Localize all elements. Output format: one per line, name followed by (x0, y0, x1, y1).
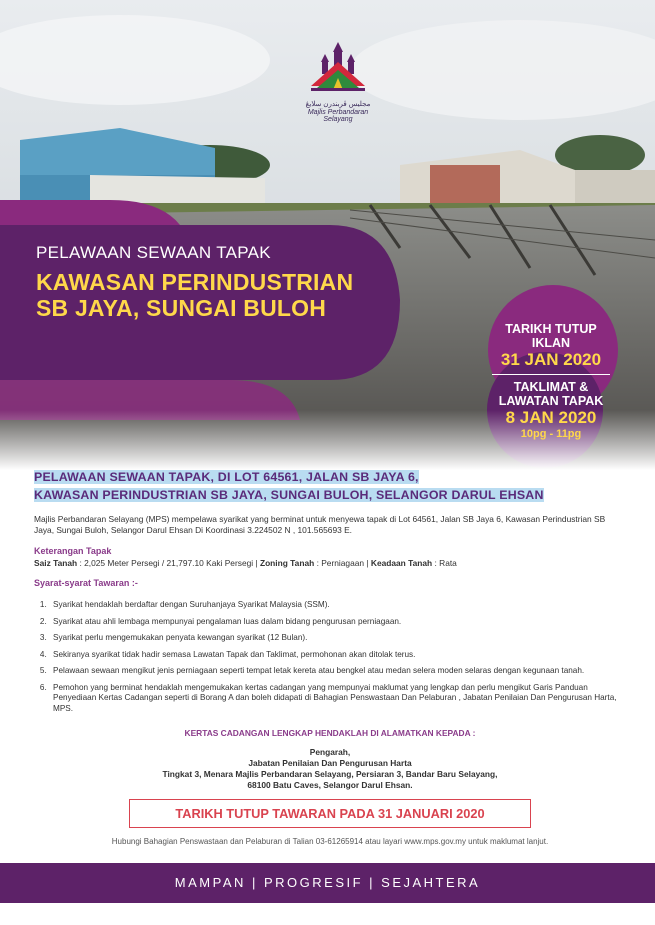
list-item: 5. Pelawaan sewaan mengikut jenis perniagaan seperti tempat letak kereta atau bengkel atau medan selera moden selaras dengan kegunaan tanah. (49, 666, 626, 677)
dates-bubble (476, 322, 626, 440)
intro-paragraph: Majlis Perbandaran Selayang (MPS) mempelawa syarikat yang berminat untuk menyewa tapak di Lot 64561, Jalan SB Jaya 6, Kawasan Perindustrian SB Jaya, Sungai Buloh, Selangor Darul Ehsan Di Koordinasi 3.224502 N , 101.565693 E. (34, 514, 606, 535)
close-date: 31 JAN 2020 (500, 350, 602, 369)
contact-info: Hubungi Bahagian Penswastaan dan Pelaburan di Talian 03-61265914 atau layari www.mps.gov.my untuk maklumat lanjut. (111, 837, 549, 846)
terms-heading: Syarat-syarat Tawaran :- (34, 578, 138, 588)
address-heading: KERTAS CADANGAN LENGKAP HENDAKLAH DI ALAMATKAN KEPADA : (184, 728, 476, 738)
condition-value: : Rata (434, 558, 457, 568)
title-line-1: KAWASAN PERINDUSTRIAN (36, 269, 354, 295)
deadline-box: TARIKH TUTUP TAWARAN PADA 31 JANUARI 2020 (129, 799, 531, 828)
terms-list (34, 600, 626, 714)
title-block (36, 243, 396, 321)
address-line: Pengarah, (309, 747, 351, 757)
heading-line-2: KAWASAN PERINDUSTRIAN SB JAYA, SUNGAI BULOH, SELANGOR DARUL EHSAN (34, 488, 544, 502)
site-details (34, 558, 626, 568)
close-label-1: TARIKH TUTUP (505, 322, 597, 336)
main-heading (34, 468, 626, 504)
footer-tagline: MAMPAN | PROGRESIF | SEJAHTERA (0, 863, 655, 903)
mps-crest-icon (303, 40, 373, 95)
address-line: Tingkat 3, Menara Majlis Perbandaran Selayang, Persiaran 3, Bandar Baru Selayang, (162, 769, 498, 779)
list-item: 2. Syarikat atau ahli lembaga mempunyai pengalaman luas dalam bidang pengurusan perniagaan. (49, 617, 626, 628)
title-line-2: SB JAYA, SUNGAI BULOH (36, 295, 327, 321)
close-label-2: IKLAN (531, 336, 571, 350)
address-line: 68100 Batu Caves, Selangor Darul Ehsan. (247, 780, 413, 790)
bubble-divider (492, 374, 610, 375)
list-item: 6. Pemohon yang berminat hendaklah mengemukakan kertas cadangan yang mempunyai maklumat yang lengkap dan perlu mengikut Garis Panduan Penyediaan Kertas Cadangan seperti di Borang A dan boleh didapati di Bahagian Penswastaan Dan Pelaburan , Jabatan Penilaian Dan Pengurusan Harta, MPS. (49, 683, 626, 715)
address-block (34, 747, 626, 791)
address-line: Jabatan Penilaian Dan Pengurusan Harta (248, 758, 412, 768)
logo-jawi-text: مجليس ڤربندرن سلايڠ (305, 101, 371, 108)
size-label: Saiz Tanah (34, 558, 78, 568)
list-item: 1. Syarikat hendaklah berdaftar dengan Suruhanjaya Syarikat Malaysia (SSM). (49, 600, 626, 611)
heading-line-1: PELAWAAN SEWAAN TAPAK, DI LOT 64561, JALAN SB JAYA 6, (34, 470, 419, 484)
mps-logo (293, 40, 383, 123)
logo-caption: Majlis Perbandaran Selayang (307, 109, 369, 123)
title-small: PELAWAAN SEWAAN TAPAK (36, 243, 271, 262)
list-item: 3. Syarikat perlu mengemukakan penyata kewangan syarikat (12 Bulan). (49, 633, 626, 644)
brief-label-2: LAWATAN TAPAK (498, 394, 604, 408)
list-item: 4. Sekiranya syarikat tidak hadir semasa Lawatan Tapak dan Taklimat, permohonan akan ditolak terus. (49, 650, 626, 661)
details-heading: Keterangan Tapak (34, 546, 112, 556)
brief-label-1: TAKLIMAT & (513, 380, 589, 394)
brief-time: 10pg - 11pg (520, 428, 582, 440)
main-content (34, 468, 626, 846)
zoning-label: Zoning Tanah (259, 558, 315, 568)
brief-date: 8 JAN 2020 (505, 408, 597, 427)
condition-label: Keadaan Tanah (370, 558, 433, 568)
size-value: : 2,025 Meter Persegi / 21,797.10 Kaki Persegi | (79, 558, 258, 568)
zoning-value: : Perniagaan | (316, 558, 369, 568)
